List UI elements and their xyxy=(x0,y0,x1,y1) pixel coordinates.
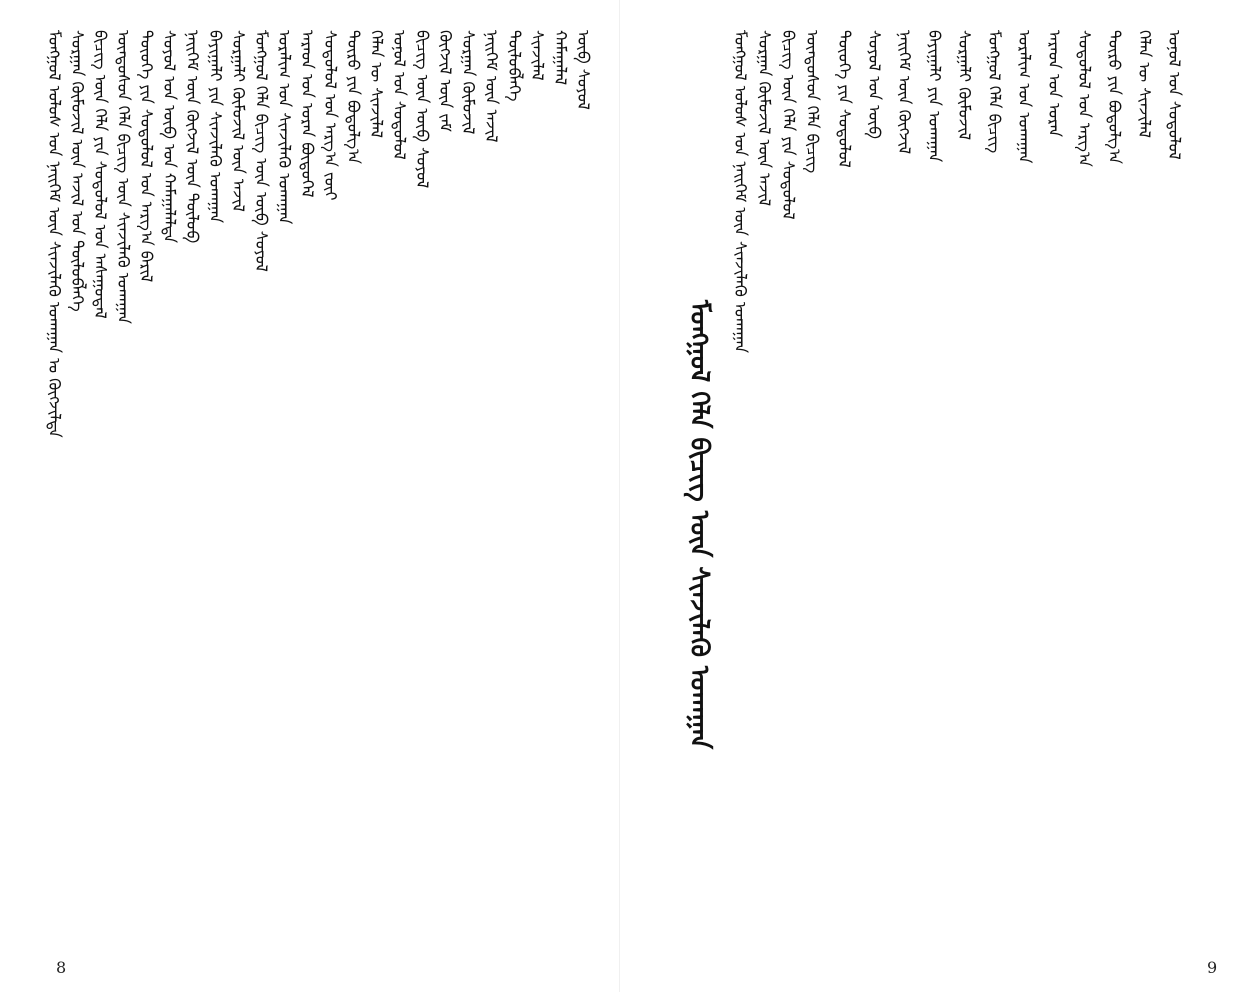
right-page-text-column: ᠲᠥᠷᠥ ᠶᠢᠨ ᠪᠣᠳᠣᠯᠭ᠎ᠠ xyxy=(1105,30,1124,165)
left-page-text-column: ᠲᠦᠦᠬᠡ ᠶᠢᠨ ᠰᠤᠳᠤᠯᠤᠯ ᠤᠨ ᠠᠷᠭ᠎ᠠ ᠪᠠᠷᠢᠯ xyxy=(137,30,156,283)
right-page-text-column: ᠠᠷᠠᠳ ᠤᠨ ᠤᠷᠠᠨ xyxy=(1045,30,1064,138)
left-page-text-column: ᠪᠠᠶᠢᠭᠠᠯᠢ ᠶᠢᠨ ᠰᠢᠨᠵᠢᠯᠡᠬᠦ ᠤᠬᠠᠭᠠᠨ xyxy=(206,30,225,224)
right-page-text-column: ᠰᠤᠶᠤᠯ ᠤᠨ ᠥᠪ xyxy=(865,30,884,139)
left-page-text-column: ᠪᠢᠴᠢᠭ ᠦᠨ ᠬᠡᠯᠡ ᠶᠢᠨ ᠰᠤᠳᠤᠯᠤᠯ ᠤᠨ ᠠᠰᠠᠭᠤᠳᠠᠯ xyxy=(91,30,110,319)
right-page-text-column: ᠤᠷᠠᠯᠢᠭ ᠤᠨ ᠤᠬᠠᠭᠠᠨ xyxy=(1015,30,1034,164)
right-page-text-column: ᠣᠨᠣᠯ ᠤᠨ ᠰᠤᠳᠤᠯᠤᠯ xyxy=(1165,30,1184,160)
right-page-text-column: ᠨᠡᠢᠭᠡᠮ ᠦᠨ ᠬᠥᠭᠵᠢᠯ xyxy=(895,30,914,155)
left-page-text-column: ᠣᠨᠣᠯ ᠤᠨ ᠰᠤᠳᠤᠯᠤᠯ xyxy=(390,30,409,160)
left-page-text-column: ᠰᠤᠶᠤᠯ ᠤᠨ ᠥᠪ ᠤᠨ ᠬᠠᠮᠠᠭᠠᠯᠠᠯᠲᠠ xyxy=(160,30,179,244)
left-page-text-column: ᠮᠣᠩᠭᠣᠯ ᠤᠯᠤᠰ ᠤᠨ ᠨᠡᠢᠭᠡᠮ ᠦᠨ ᠰᠢᠨᠵᠢᠯᠡᠬᠦ ᠤᠬᠠᠭᠠᠨ ᠤ ᠬᠥᠭᠵᠢᠯᠲᠡ xyxy=(45,30,64,438)
right-page-text-column: ᠪᠠᠶᠢᠭᠠᠯᠢ ᠶᠢᠨ ᠤᠬᠠᠭᠠᠨ xyxy=(925,30,944,163)
left-page-text-column: ᠬᠠᠮᠠᠭᠠᠯᠠᠯ xyxy=(551,30,570,86)
left-page-text-column: ᠪᠢᠴᠢᠭ ᠦᠨ ᠥᠪ ᠰᠤᠶᠤᠯ xyxy=(413,30,432,189)
left-page-text-column: ᠰᠤᠷᠭᠠᠨ ᠬᠦᠮᠦᠵᠢᠯ ᠦᠨ ᠠᠵᠢᠯ ᠤᠨ ᠲᠥᠯᠥᠪᠯᠡᠭᠡ xyxy=(68,30,87,312)
left-page-text-column: ᠬᠡᠯᠡᠨ ᠦ ᠰᠢᠨᠵᠢᠯᠡᠯ xyxy=(367,30,386,138)
left-page-text-column: ᠬᠥᠭᠵᠢᠯ ᠦᠨ ᠵᠠᠮ xyxy=(436,30,455,132)
page-fold-divider xyxy=(619,0,620,992)
left-page-text-column: ᠨᠡᠢᠭᠡᠮ ᠦᠨ ᠠᠵᠢᠯ xyxy=(482,30,501,143)
left-page-text-column: ᠰᠤᠷᠭᠠᠯᠢ ᠬᠦᠮᠦᠵᠢᠯ ᠦᠨ ᠠᠵᠢᠯ xyxy=(229,30,248,212)
left-page-text-column: ᠰᠤᠳᠤᠯᠤᠯ ᠤᠨ ᠠᠷᠭ᠎ᠠ ᠵᠦᠢ xyxy=(321,30,340,201)
left-page-text-column: ᠨᠡᠢᠭᠡᠮ ᠦᠨ ᠬᠥᠭᠵᠢᠯ ᠦᠨ ᠲᠥᠯᠥᠪ xyxy=(183,30,202,244)
page-number-right: 9 xyxy=(1207,958,1218,977)
right-page-text-column: ᠦᠨᠳᠦᠰᠦᠨ ᠬᠡᠯᠡ ᠪᠢᠴᠢᠭ xyxy=(803,30,822,174)
left-page-text-column: ᠲᠥᠷᠥ ᠶᠢᠨ ᠪᠣᠳᠣᠯᠭ᠎ᠠ xyxy=(344,30,363,165)
right-page-text-column: ᠰᠤᠳᠤᠯᠤᠯ ᠤᠨ ᠠᠷᠭ᠎ᠠ xyxy=(1075,30,1094,167)
right-page-text-column: ᠪᠢᠴᠢᠭ ᠦᠨ ᠬᠡᠯᠡ ᠶᠢᠨ ᠰᠤᠳᠤᠯᠤᠯ xyxy=(779,30,798,220)
left-page-text-column: ᠦᠨᠳᠦᠰᠦᠨ ᠬᠡᠯᠡ ᠪᠢᠴᠢᠭ ᠦᠨ ᠰᠢᠨᠵᠢᠯᠡᠬᠦ ᠤᠬᠠᠭᠠᠨ xyxy=(114,30,133,324)
page-number-left: 8 xyxy=(56,958,67,977)
left-page-text-column: ᠰᠢᠨᠵᠢᠯᠡᠯ xyxy=(528,30,547,81)
right-page-text-column: ᠮᠣᠩᠭᠣᠯ ᠬᠡᠯᠡ ᠪᠢᠴᠢᠭ xyxy=(985,30,1004,154)
section-title: ᠮᠣᠩᠭᠣᠯ ᠬᠡᠯᠡ ᠪᠢᠴᠢᠭ ᠦᠨ ᠰᠢᠨᠵᠢᠯᠡᠬᠦ ᠤᠬᠠᠭᠠᠨ xyxy=(684,300,714,750)
left-page-text-column: ᠲᠥᠯᠥᠪᠯᠡᠭᠡ xyxy=(505,30,524,102)
left-page-text-column: ᠠᠷᠠᠳ ᠤᠨ ᠤᠷᠠᠨ ᠪᠦᠲᠦᠭᠡᠯ xyxy=(298,30,317,198)
left-page-text-column: ᠮᠣᠩᠭᠣᠯ ᠬᠡᠯᠡ ᠪᠢᠴᠢᠭ ᠦᠨ ᠥᠪ ᠰᠤᠶᠤᠯ xyxy=(252,30,271,272)
left-page-text-column: ᠰᠤᠷᠭᠠᠨ ᠬᠦᠮᠦᠵᠢᠯ xyxy=(459,30,478,135)
left-page-text-column: ᠥᠪ ᠰᠤᠶᠤᠯ xyxy=(574,30,593,110)
right-page-text-column: ᠮᠣᠩᠭᠣᠯ ᠤᠯᠤᠰ ᠤᠨ ᠨᠡᠢᠭᠡᠮ ᠦᠨ ᠰᠢᠨᠵᠢᠯᠡᠬᠦ ᠤᠬᠠᠭᠠᠨ xyxy=(731,30,750,354)
left-page-text-column: ᠤᠷᠠᠯᠢᠭ ᠤᠨ ᠰᠢᠨᠵᠢᠯᠡᠬᠦ ᠤᠬᠠᠭᠠᠨ xyxy=(275,30,294,225)
right-page-text-column: ᠰᠤᠷᠭᠠᠯᠢ ᠬᠦᠮᠦᠵᠢᠯ xyxy=(955,30,974,141)
right-page-text-column: ᠬᠡᠯᠡᠨ ᠦ ᠰᠢᠨᠵᠢᠯᠡᠯ xyxy=(1135,30,1154,138)
right-page-text-column: ᠰᠤᠷᠭᠠᠨ ᠬᠦᠮᠦᠵᠢᠯ ᠦᠨ ᠠᠵᠢᠯ xyxy=(755,30,774,207)
right-page-text-column: ᠲᠦᠦᠬᠡ ᠶᠢᠨ ᠰᠤᠳᠤᠯᠤᠯ xyxy=(835,30,854,168)
